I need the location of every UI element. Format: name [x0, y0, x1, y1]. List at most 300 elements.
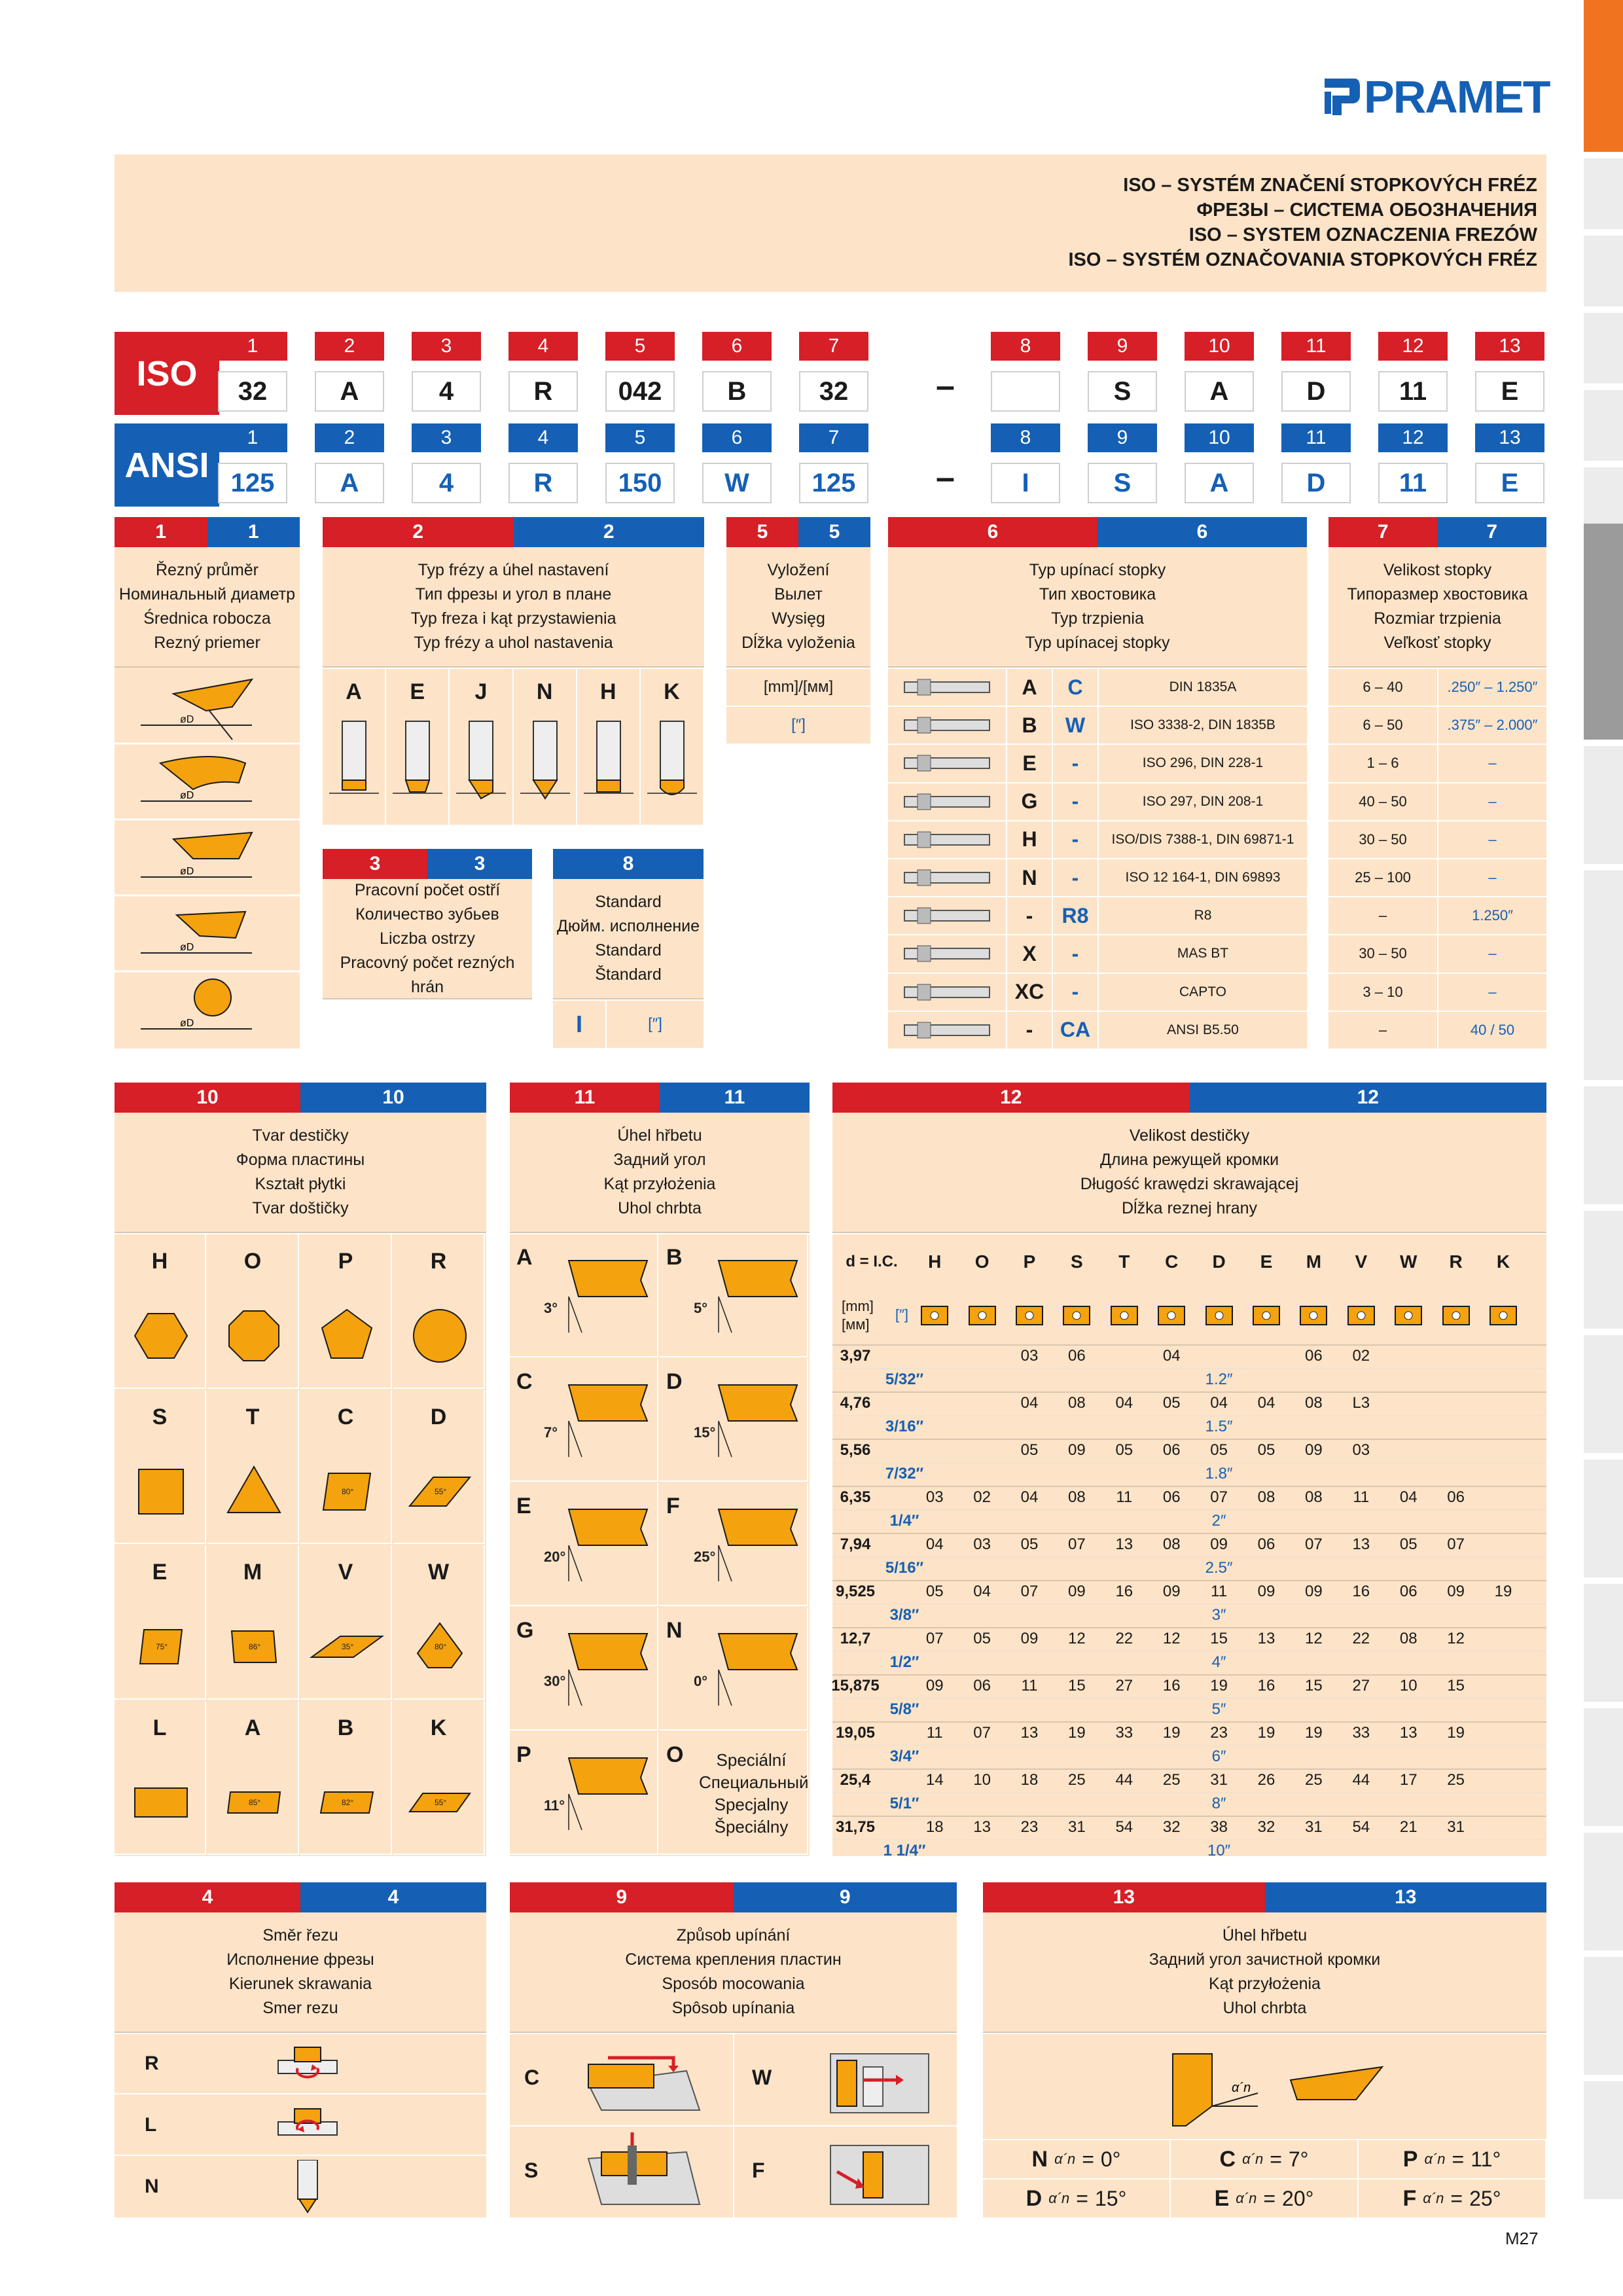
side-tab[interactable]	[1584, 467, 1623, 526]
shape-letter: R	[430, 1249, 447, 1274]
clamp-lever-icon	[824, 2132, 935, 2211]
size-value: 17	[1399, 1771, 1418, 1789]
size-shape-icon	[1148, 1289, 1195, 1342]
diam-5	[141, 979, 252, 1029]
size-value: 16	[1352, 1583, 1370, 1600]
iso-value-8	[991, 371, 1060, 412]
side-tab[interactable]	[1584, 1460, 1623, 1577]
size-value: 05	[1162, 1394, 1181, 1412]
side-tab[interactable]	[1584, 158, 1623, 229]
clearance-icon	[692, 1247, 804, 1339]
shank-ansi-code: -	[1053, 935, 1097, 972]
size-value	[864, 1816, 911, 1839]
size-value: 33	[1352, 1724, 1370, 1742]
sec10-title: Tvar destičky Форма пластины Kształt płytki Tvar doštičky	[115, 1113, 486, 1233]
clearance-letter: A	[516, 1245, 533, 1270]
clearance-letter: B	[666, 1245, 683, 1270]
size-value: 06	[1257, 1535, 1275, 1553]
shank-iso-code: G	[1007, 783, 1052, 820]
cutter-type-N	[514, 669, 577, 825]
ansi-position-3: 3	[412, 423, 481, 452]
side-tab[interactable]	[1584, 236, 1623, 306]
ic-inch-size: 1.2″	[1205, 1371, 1233, 1388]
iso-dash: –	[936, 367, 955, 405]
svg-text:15°: 15°	[694, 1424, 716, 1441]
shape-icon	[308, 1611, 386, 1683]
svg-text:85°: 85°	[249, 1797, 261, 1807]
size-value: 06	[1305, 1347, 1323, 1365]
shank-iso-code: X	[1007, 935, 1052, 972]
ansi-value-4: R	[508, 463, 578, 503]
equals: =	[1452, 2147, 1465, 2171]
shape-letter: T	[245, 1404, 260, 1429]
ic-inch-size: 3″	[1211, 1606, 1226, 1624]
iso-value-12: 11	[1378, 371, 1448, 412]
sec9-items	[510, 2034, 957, 2217]
sec3-header: 3 3	[323, 849, 532, 879]
size-value: 54	[1352, 1818, 1370, 1836]
insert-shape-W	[393, 1545, 485, 1700]
cutter-icon	[450, 715, 512, 813]
size-value: 19	[1447, 1724, 1465, 1742]
size-value: 09	[925, 1677, 944, 1695]
ansi-position-8: 8	[991, 423, 1060, 452]
cutter-icon	[386, 715, 449, 813]
ic-inch: 3/16″	[885, 1418, 924, 1435]
size-value: 04	[973, 1583, 991, 1600]
shank-size-ansi: –	[1438, 821, 1546, 858]
insert-shape-L	[115, 1701, 206, 1856]
cutter-type-letter: K	[664, 679, 680, 704]
size-value: 13	[1257, 1630, 1275, 1647]
cutter-type-E	[386, 669, 450, 825]
size-value	[911, 1344, 958, 1368]
side-tab[interactable]	[1584, 313, 1623, 384]
size-value	[1385, 1439, 1432, 1462]
size-value	[958, 1344, 1005, 1368]
title-banner	[115, 154, 1546, 292]
size-col-H: H	[928, 1251, 942, 1272]
size-col-R: R	[1449, 1251, 1463, 1272]
size-value: 09	[1068, 1583, 1086, 1600]
shank-icon	[888, 897, 1006, 934]
clearance-G	[510, 1607, 658, 1731]
ansi-position-6: 6	[702, 423, 772, 452]
size-value: 22	[1352, 1630, 1370, 1647]
shank-iso-code: B	[1007, 707, 1052, 744]
size-value: 06	[1068, 1347, 1086, 1365]
shank-size-iso: 30 – 50	[1329, 935, 1437, 972]
sec8-header: 8	[553, 849, 704, 879]
size-shape-icon	[1432, 1289, 1479, 1342]
size-value: 05	[973, 1630, 991, 1647]
size-value: 11	[1116, 1488, 1133, 1506]
ic-inch-size: 1.8″	[1205, 1465, 1233, 1482]
size-value	[1385, 1391, 1432, 1415]
insert-shape-H	[115, 1234, 206, 1389]
sec9-title: Způsob upínání Система крепления пластин Sposób mocowania Spôsob upínania	[510, 1912, 957, 2033]
size-value: 16	[1115, 1583, 1133, 1600]
ic-inch-size: 1.5″	[1205, 1418, 1233, 1435]
ansi-position-13: 13	[1475, 423, 1544, 452]
size-value: 33	[1115, 1724, 1133, 1742]
shank-standard: ISO/DIS 7388-1, DIN 69871-1	[1099, 821, 1307, 858]
size-value: 26	[1257, 1771, 1275, 1789]
clamp-F: F	[752, 2159, 765, 2182]
size-value: 25	[1447, 1771, 1465, 1789]
clearance-letter: P	[516, 1742, 531, 1767]
side-tab[interactable]	[1584, 1708, 1623, 1826]
size-value: 08	[1305, 1488, 1323, 1506]
size-value: 15	[1068, 1677, 1086, 1695]
wiper-angle-F	[1359, 2179, 1545, 2217]
size-value: 09	[1447, 1583, 1465, 1600]
ic-inch: 1 1/4″	[883, 1842, 926, 1859]
side-tab[interactable]	[1584, 2081, 1623, 2199]
cutter-left-icon	[272, 2102, 344, 2148]
side-tab[interactable]	[1584, 870, 1623, 1080]
size-value	[864, 1627, 911, 1651]
clearance-icon	[692, 1621, 804, 1712]
clearance-letter: O	[666, 1742, 684, 1767]
wiper-angle-N	[983, 2140, 1169, 2178]
cut-dir-N: N	[145, 2176, 159, 2197]
shank-size-iso: 3 – 10	[1329, 974, 1437, 1011]
insert-shape-B	[300, 1701, 392, 1856]
shank-size-iso: 25 – 100	[1329, 859, 1437, 896]
ansi-position-10: 10	[1185, 423, 1254, 452]
sec8-code: I	[553, 1001, 605, 1048]
insert-shape-V	[300, 1545, 392, 1700]
side-tab-active[interactable]	[1584, 0, 1623, 152]
shape-icon	[308, 1300, 386, 1372]
iso-value-1: 32	[218, 371, 287, 412]
size-shape-icon	[1053, 1289, 1100, 1342]
cutter-type-letter: A	[346, 679, 362, 704]
size-col-P: P	[1023, 1251, 1036, 1272]
clearance-icon	[543, 1247, 654, 1339]
svg-text:øD: øD	[180, 942, 194, 953]
side-tab[interactable]	[1584, 1086, 1623, 1204]
cutter-icon	[641, 715, 704, 813]
iso-value-7: 32	[799, 371, 868, 412]
size-value: 15	[1305, 1677, 1323, 1695]
diam-4	[141, 912, 252, 953]
size-value: 06	[1162, 1441, 1181, 1459]
size-value: L3	[1352, 1394, 1370, 1412]
clearance-letter: C	[516, 1369, 533, 1394]
ic-mm: 15,875	[831, 1677, 880, 1695]
size-value: 05	[925, 1583, 944, 1600]
wiper-letter: C	[1219, 2146, 1236, 2172]
cutter-type-A	[323, 669, 386, 825]
sec5-title: Vyložení Вылет Wysięg Dĺžka vyloženia	[726, 547, 870, 668]
shank-size-iso: 1 – 6	[1329, 745, 1437, 781]
shank-ansi-code: -	[1053, 859, 1097, 896]
sec8-unit: [″]	[607, 1001, 704, 1048]
clearance-D	[660, 1359, 808, 1482]
alpha-symbol: α´n	[1424, 2151, 1446, 2167]
shape-icon	[308, 1456, 386, 1528]
size-shape-icon	[958, 1289, 1005, 1342]
clamp-screw-icon	[575, 2132, 706, 2211]
alpha-symbol: α´n	[1236, 2190, 1257, 2206]
cutter-type-K	[641, 669, 704, 825]
svg-text:80°: 80°	[435, 1642, 447, 1651]
size-value: 04	[1020, 1394, 1039, 1412]
shape-letter: P	[338, 1249, 353, 1274]
size-value: 07	[1068, 1535, 1086, 1553]
svg-text:5°: 5°	[694, 1300, 708, 1316]
size-value: 08	[1257, 1488, 1275, 1506]
size-value: 05	[1020, 1535, 1039, 1553]
cutter-right-icon	[272, 2041, 344, 2087]
cutter-type-H	[577, 669, 641, 825]
shank-ansi-code: W	[1053, 707, 1097, 744]
shape-letter: O	[243, 1249, 262, 1274]
size-value	[864, 1344, 911, 1368]
shape-icon	[122, 1300, 200, 1372]
equals: =	[1450, 2186, 1463, 2210]
size-value: 03	[1352, 1441, 1370, 1459]
side-tab[interactable]	[1584, 1211, 1623, 1329]
iso-position-4: 4	[508, 332, 578, 361]
size-value: 03	[925, 1488, 944, 1506]
shank-ansi-code: R8	[1053, 897, 1097, 934]
shank-standard: ISO 3338-2, DIN 1835B	[1099, 707, 1307, 744]
shape-letter: H	[151, 1249, 168, 1274]
brand-name: PRAMET	[1364, 71, 1550, 122]
clearance-A	[510, 1234, 658, 1357]
size-value: 12	[1162, 1630, 1181, 1647]
size-shape-icon	[1243, 1289, 1290, 1342]
page-number: M27	[1505, 2229, 1539, 2248]
alpha-symbol: α´n	[1242, 2151, 1264, 2167]
insert-shape-O	[207, 1234, 299, 1389]
insert-shape-M	[207, 1545, 299, 1700]
size-value: 38	[1210, 1818, 1228, 1836]
clearance-B	[660, 1234, 808, 1357]
size-value	[958, 1391, 1005, 1415]
wiper-angle-value: 20°	[1282, 2186, 1314, 2210]
size-value: 32	[1257, 1818, 1275, 1836]
size-value: 05	[1115, 1441, 1133, 1459]
shank-size-iso: 6 – 50	[1329, 707, 1437, 744]
shank-standard: ISO 12 164-1, DIN 69893	[1099, 859, 1307, 896]
shank-iso-code: -	[1007, 1012, 1052, 1049]
wiper-angle-C	[1171, 2140, 1357, 2178]
shape-icon	[308, 1767, 386, 1839]
size-value	[1385, 1344, 1432, 1368]
size-shape-icon	[1290, 1289, 1337, 1342]
ansi-value-8: I	[991, 463, 1060, 503]
ic-mm: 6,35	[840, 1488, 871, 1506]
size-value: 14	[925, 1771, 944, 1789]
size-value: 27	[1115, 1677, 1133, 1695]
ansi-position-4: 4	[508, 423, 578, 452]
clearance-icon	[543, 1621, 654, 1712]
iso-label: ISO	[115, 332, 219, 415]
insert-shape-T	[207, 1390, 299, 1545]
ic-mm: 5,56	[840, 1441, 871, 1459]
size-value: 04	[1210, 1394, 1228, 1412]
side-tab[interactable]	[1584, 1335, 1623, 1453]
size-value: 11	[1353, 1488, 1370, 1506]
iso-value-13: E	[1475, 371, 1544, 412]
shank-ansi-code: -	[1053, 821, 1097, 858]
sec2-header: 2 2	[323, 517, 704, 547]
size-value	[1195, 1344, 1242, 1368]
size-value: 31	[1210, 1771, 1228, 1789]
ic-inch-size: 8″	[1211, 1795, 1226, 1812]
ic-mm: 12,7	[840, 1630, 871, 1647]
shank-icon	[888, 821, 1006, 858]
alpha-symbol: α´n	[1048, 2190, 1070, 2206]
shank-icon	[888, 745, 1006, 781]
side-tab[interactable]	[1584, 1957, 1623, 2075]
size-value	[864, 1674, 911, 1698]
insert-shape-K	[393, 1701, 485, 1856]
unit-mm: [mm] [мм]	[842, 1298, 874, 1333]
ansi-value-1: 125	[218, 463, 287, 503]
wiper-angle-D	[983, 2179, 1169, 2217]
ansi-position-5: 5	[605, 423, 675, 452]
equals: =	[1082, 2147, 1094, 2171]
iso-position-3: 3	[412, 332, 481, 361]
sec12-header: 12 12	[832, 1083, 1546, 1113]
size-value: 07	[1020, 1583, 1039, 1600]
wiper-letter: E	[1214, 2185, 1230, 2211]
shank-size-ansi: –	[1438, 935, 1546, 972]
svg-text:20°: 20°	[544, 1549, 566, 1565]
shape-letter: A	[244, 1715, 261, 1740]
svg-text:75°: 75°	[156, 1642, 168, 1651]
size-value: 05	[1399, 1535, 1418, 1553]
shape-icon	[401, 1611, 479, 1683]
svg-text:82°: 82°	[342, 1797, 354, 1807]
shape-letter: E	[152, 1560, 168, 1585]
diam-2	[141, 757, 252, 801]
size-value	[1432, 1439, 1479, 1462]
size-value	[864, 1439, 911, 1462]
shank-size-ansi: .250″ – 1.250″	[1438, 669, 1546, 706]
svg-text:0°: 0°	[694, 1673, 708, 1689]
iso-value-5: 042	[605, 371, 675, 412]
size-value: 08	[1068, 1488, 1086, 1506]
clamp-wedge-icon	[824, 2041, 935, 2119]
clearance-letter: F	[666, 1494, 680, 1518]
ic-inch: 3/8″	[889, 1606, 919, 1624]
size-shape-icon	[1385, 1289, 1432, 1342]
ansi-value-7: 125	[799, 463, 868, 503]
shank-icon	[888, 783, 1006, 820]
size-shape-icon	[1338, 1289, 1385, 1342]
size-value	[1432, 1344, 1479, 1368]
side-tab-current[interactable]	[1584, 524, 1623, 740]
size-value: 23	[1210, 1724, 1228, 1742]
shank-ansi-code: CA	[1053, 1012, 1097, 1049]
shank-ansi-code: -	[1053, 783, 1097, 820]
size-value: 19	[1162, 1724, 1181, 1742]
iso-position-5: 5	[605, 332, 675, 361]
side-tab[interactable]	[1584, 1584, 1623, 1702]
svg-text:11°: 11°	[544, 1797, 565, 1814]
ansi-position-7: 7	[799, 423, 868, 452]
ic-inch: 5/32″	[885, 1371, 924, 1388]
shank-icon	[888, 707, 1006, 744]
insert-shape-E	[115, 1545, 206, 1700]
shank-standard: MAS BT	[1099, 935, 1307, 972]
svg-text:25°: 25°	[694, 1549, 716, 1565]
shank-size-iso: –	[1329, 897, 1437, 934]
cutter-type-letter: H	[599, 679, 616, 704]
sec13-header: 13 13	[983, 1882, 1546, 1912]
size-value: 06	[973, 1677, 991, 1695]
size-value	[864, 1486, 911, 1509]
size-value	[1101, 1344, 1148, 1368]
size-value	[864, 1721, 911, 1745]
ic-mm: 7,94	[840, 1535, 871, 1553]
insert-shape-P	[300, 1234, 392, 1389]
shank-standard: R8	[1099, 897, 1307, 934]
shank-ansi-code: -	[1053, 974, 1097, 1011]
iso-position-13: 13	[1475, 332, 1544, 361]
size-value	[864, 1533, 911, 1556]
svg-text:øD: øD	[180, 1018, 194, 1029]
size-value: 16	[1162, 1677, 1181, 1695]
wiper-angle-icon	[1160, 2041, 1395, 2132]
shank-size-iso: 6 – 40	[1329, 669, 1437, 706]
ansi-value-11: D	[1281, 463, 1351, 503]
size-value: 13	[973, 1818, 991, 1836]
size-value: 19	[1257, 1724, 1275, 1742]
size-value	[864, 1768, 911, 1792]
ansi-value-5: 150	[605, 463, 675, 503]
size-value: 04	[1020, 1488, 1039, 1506]
iso-position-8: 8	[991, 332, 1060, 361]
size-value: 04	[1257, 1394, 1275, 1412]
shape-icon	[401, 1300, 479, 1372]
size-value: 54	[1115, 1818, 1133, 1836]
shank-iso-code: -	[1007, 897, 1052, 934]
sec9-header: 9 9	[510, 1882, 957, 1912]
shank-size-ansi: –	[1438, 859, 1546, 896]
cutter-type-letter: J	[474, 679, 488, 704]
ic-inch-size: 6″	[1211, 1748, 1226, 1765]
iso-value-2: A	[315, 371, 384, 412]
ansi-value-9: S	[1088, 463, 1157, 503]
shape-icon	[401, 1456, 479, 1528]
size-value: 16	[1257, 1677, 1275, 1695]
size-col-M: M	[1306, 1251, 1322, 1272]
ansi-value-13: E	[1475, 463, 1544, 503]
side-tab[interactable]	[1584, 390, 1623, 461]
iso-position-7: 7	[799, 332, 868, 361]
side-tab[interactable]	[1584, 1833, 1623, 1950]
size-value: 44	[1352, 1771, 1370, 1789]
side-tab[interactable]	[1584, 746, 1623, 864]
cutter-type-letter: N	[536, 679, 553, 704]
ic-head: d = I.C.	[846, 1253, 898, 1270]
shape-letter: D	[430, 1404, 447, 1429]
insert-shape-C	[300, 1390, 392, 1545]
size-value	[911, 1391, 958, 1415]
shank-ansi-code: C	[1053, 669, 1097, 706]
size-col-E: E	[1260, 1251, 1273, 1272]
alpha-symbol: α´n	[1423, 2190, 1444, 2206]
sec11-header: 11 11	[510, 1083, 810, 1113]
wiper-letter: N	[1031, 2146, 1048, 2172]
